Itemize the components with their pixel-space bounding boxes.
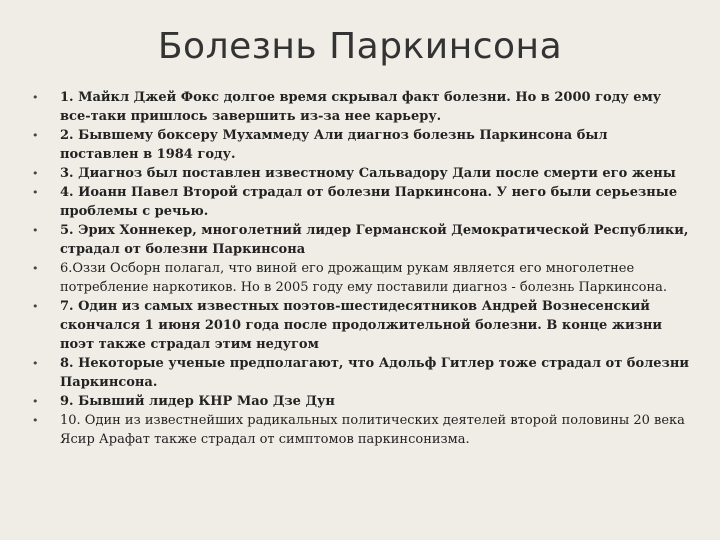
list-item [30, 411, 690, 449]
bullet-icon: • [32, 129, 39, 142]
bullet-icon: • [32, 395, 39, 408]
list-item [30, 221, 690, 259]
bullet-icon: • [32, 91, 39, 104]
bullet-icon: • [32, 167, 39, 180]
list-item-text: 2. Бывшему боксеру Мухаммеду Али диагноз болезнь Паркинсона был поставлен в 1984 году. [60, 128, 608, 162]
list-item [30, 392, 690, 411]
bullet-list [30, 88, 690, 449]
list-item [30, 126, 690, 164]
list-item-text: 9. Бывший лидер КНР Мао Дзе Дун [60, 394, 335, 409]
list-item-text: 3. Диагноз был поставлен известному Сальвадору Дали после смерти его жены [60, 166, 676, 181]
list-item [30, 164, 690, 183]
list-item-text: 7. Один из самых известных поэтов-шестидесятников Андрей Вознесенский скончался 1 июня 2010 года после продолжительной болезни. В конце жизни поэт также страдал этим недугом [60, 299, 663, 352]
list-item [30, 354, 690, 392]
list-item-text: 1. Майкл Джей Фокс долгое время скрывал факт болезни. Но в 2000 году ему все-таки пришлось завершить из-за нее карьеру. [60, 90, 662, 124]
list-item [30, 183, 690, 221]
bullet-icon: • [32, 414, 39, 427]
list-item [30, 297, 690, 354]
list-item-text: 10. Один из известнейших радикальных политических деятелей второй половины 20 века Ясир Арафат также страдал от симптомов паркинсонизма. [60, 413, 685, 447]
bullet-icon: • [32, 357, 39, 370]
list-item [30, 88, 690, 126]
slide-title: Болезнь Паркинсона [157, 26, 563, 67]
list-item-text: 8. Некоторые ученые предполагают, что Адольф Гитлер тоже страдал от болезни Паркинсона. [60, 356, 690, 390]
list-item-text: 6.Оззи Осборн полагал, что виной его дрожащим рукам является его многолетнее потребление наркотиков. Но в 2005 году ему поставили диагноз - болезнь Паркинсона. [60, 261, 667, 295]
list-item-text: 4. Иоанн Павел Второй страдал от болезни Паркинсона. У него были серьезные проблемы с речью. [60, 185, 678, 219]
bullet-icon: • [32, 224, 39, 237]
list-item-text: 5. Эрих Хоннекер, многолетний лидер Германской Демократической Республики, страдал от болезни Паркинсона [60, 223, 689, 257]
bullet-icon: • [32, 186, 39, 199]
list-item [30, 259, 690, 297]
bullet-icon: • [32, 300, 39, 313]
bullet-icon: • [32, 262, 39, 275]
